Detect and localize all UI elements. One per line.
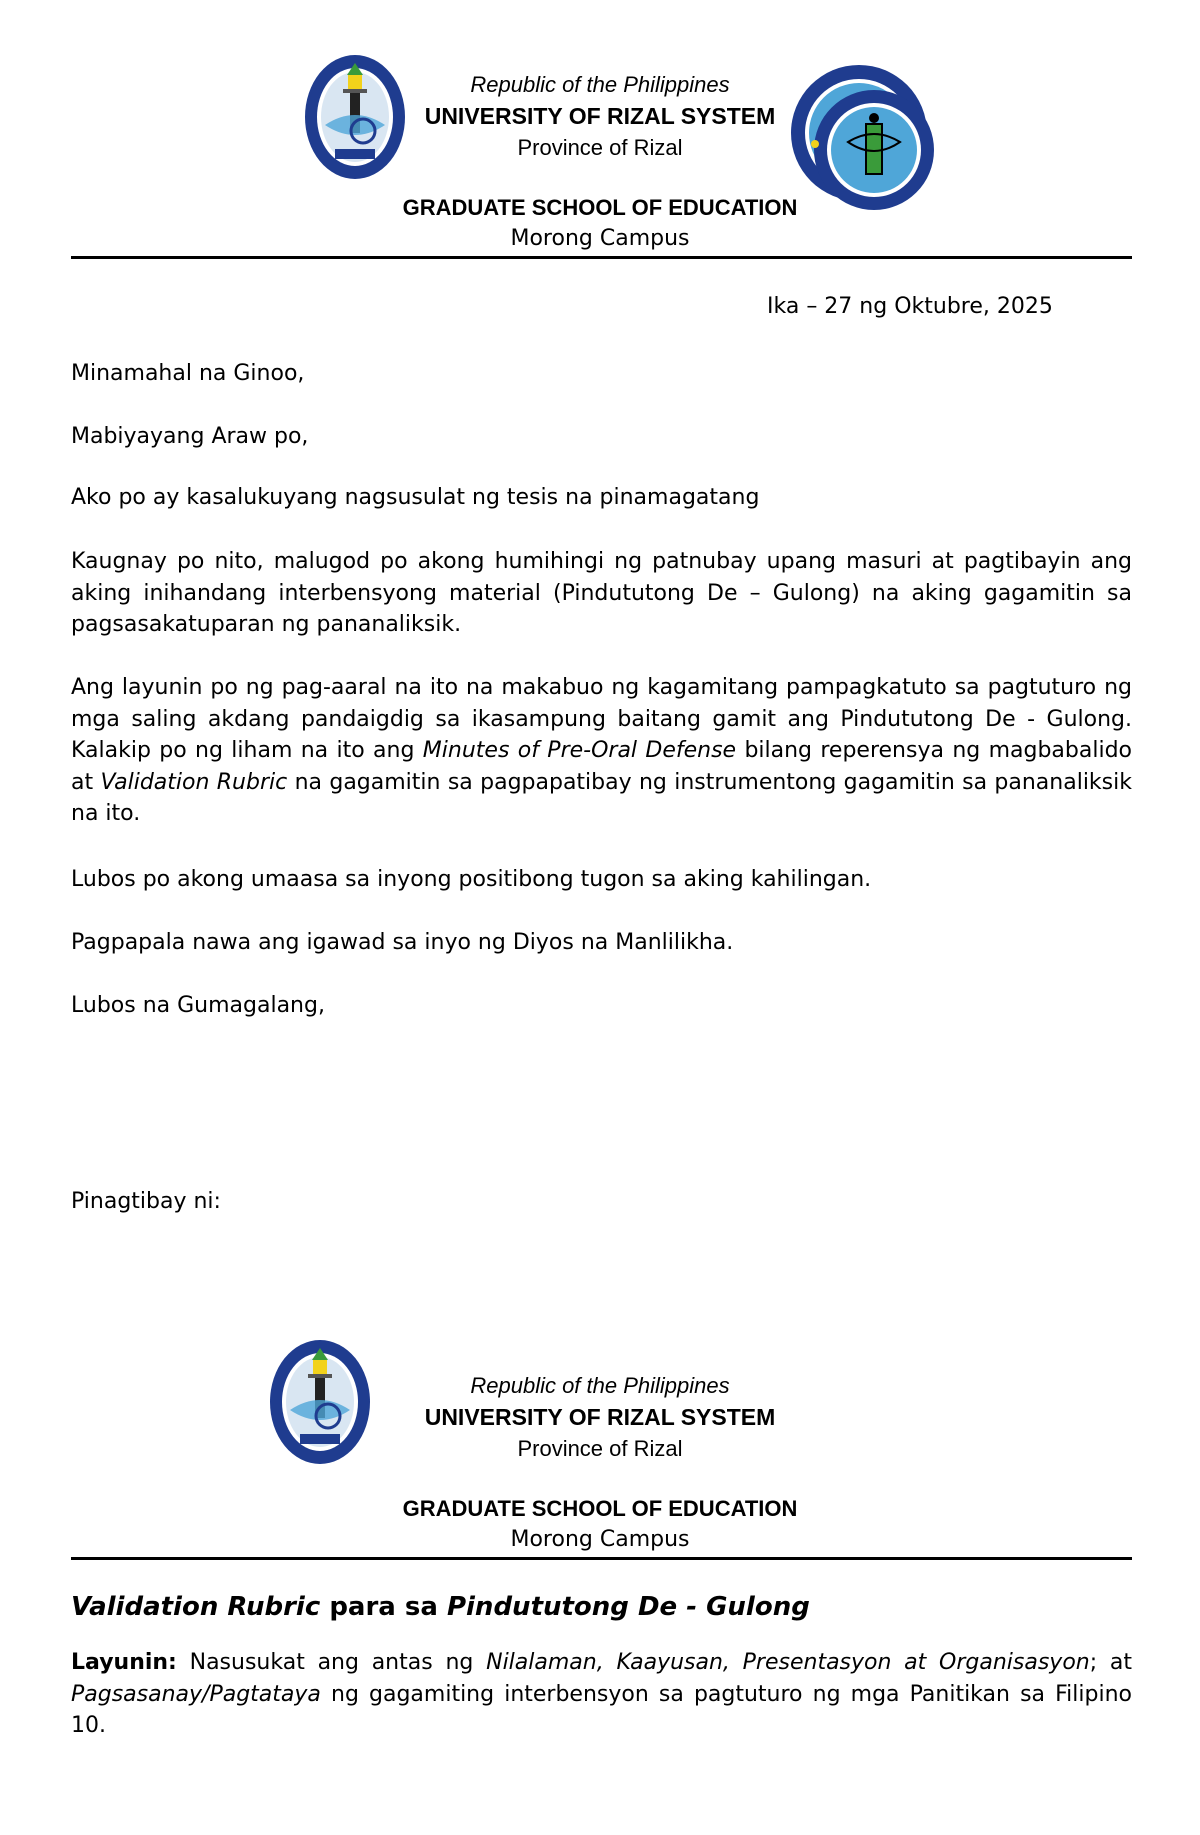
- paragraph-3: [71, 672, 1132, 830]
- university-name: UNIVERSITY OF RIZAL SYSTEM: [424, 1404, 776, 1430]
- objective-criteria: Nilalaman, Kaayusan, Presentasyon at Organisasyon: [486, 1650, 1090, 1675]
- paragraph-5: Pagpapala nawa ang igawad sa inyo ng Diyos na Manlilikha.: [71, 930, 734, 955]
- rubric-title-a: Validation Rubric: [71, 1592, 321, 1622]
- paragraph-4: Lubos po akong umaasa sa inyong positibong tugon sa aking kahilingan.: [71, 867, 872, 892]
- campus-name: Morong Campus: [510, 1527, 690, 1552]
- province-line: Province of Rizal: [517, 1436, 683, 1461]
- p3-rubric-ref: Validation Rubric: [100, 769, 288, 795]
- republic-line: Republic of the Philippines: [470, 1373, 730, 1398]
- republic-line: Republic of the Philippines: [470, 72, 730, 97]
- p3-text-e: na gagamitin sa pagpapatibay ng instrumentong gagamitin sa pananaliksik na ito.: [71, 769, 1132, 826]
- paragraph-2: Kaugnay po nito, malugod po akong humihingi ng patnubay upang masuri at pagtibayin ang aking inihandang interbensyong material (Pindututong De – Gulong) na aking gagamitin sa pagsasakatuparan ng pananaliksik.: [71, 549, 1132, 637]
- p3-text-a: Ang layunin po ng pag-aaral na ito na makabuo ng kagamitang pampagkatuto sa pagtuturo ng mga saling akdang pandaigdig sa ikasampung baitang gamit ang Pindututong De - Gulong. Kalakip po ng liham na ito ang: [71, 675, 1132, 763]
- objective-text-3: ; at: [1089, 1650, 1133, 1675]
- campus-name: Morong Campus: [510, 226, 690, 251]
- p3-text-c: bilang reperensya ng magbabalido at: [71, 738, 1132, 795]
- university-name: UNIVERSITY OF RIZAL SYSTEM: [424, 103, 776, 129]
- rubric-objective: [71, 1647, 1132, 1742]
- closing: Lubos na Gumagalang,: [71, 993, 325, 1018]
- school-name: GRADUATE SCHOOL OF EDUCATION: [402, 1496, 798, 1521]
- objective-text-1: Nasusukat ang antas ng: [176, 1650, 487, 1675]
- rubric-title-c: Pindututong De - Gulong: [446, 1592, 810, 1622]
- province-line: Province of Rizal: [517, 135, 683, 160]
- school-name: GRADUATE SCHOOL OF EDUCATION: [402, 195, 798, 220]
- header-divider: [71, 1557, 1132, 1560]
- rubric-title: [71, 1592, 810, 1622]
- letter-header: [0, 70, 1200, 255]
- p3-minutes-ref: Minutes of Pre-Oral Defense: [422, 738, 737, 763]
- salutation: Minamahal na Ginoo,: [71, 361, 305, 386]
- paragraph-1: Ako po ay kasalukuyang nagsusulat ng tesis na pinamagatang: [71, 485, 760, 510]
- approved-by-label: Pinagtibay ni:: [71, 1189, 221, 1214]
- letter-date: Ika – 27 ng Oktubre, 2025: [767, 294, 1053, 319]
- rubric-header: [0, 1371, 1200, 1556]
- greeting: Mabiyayang Araw po,: [71, 424, 309, 449]
- objective-practice: Pagsasanay/Pagtataya: [71, 1681, 321, 1707]
- rubric-title-b: para sa: [320, 1592, 447, 1622]
- objective-label: Layunin:: [71, 1650, 177, 1675]
- objective-text-5: ng gagamiting interbensyon sa pagtuturo ng mga Panitikan sa Filipino 10.: [71, 1681, 1132, 1738]
- header-divider: [71, 256, 1132, 259]
